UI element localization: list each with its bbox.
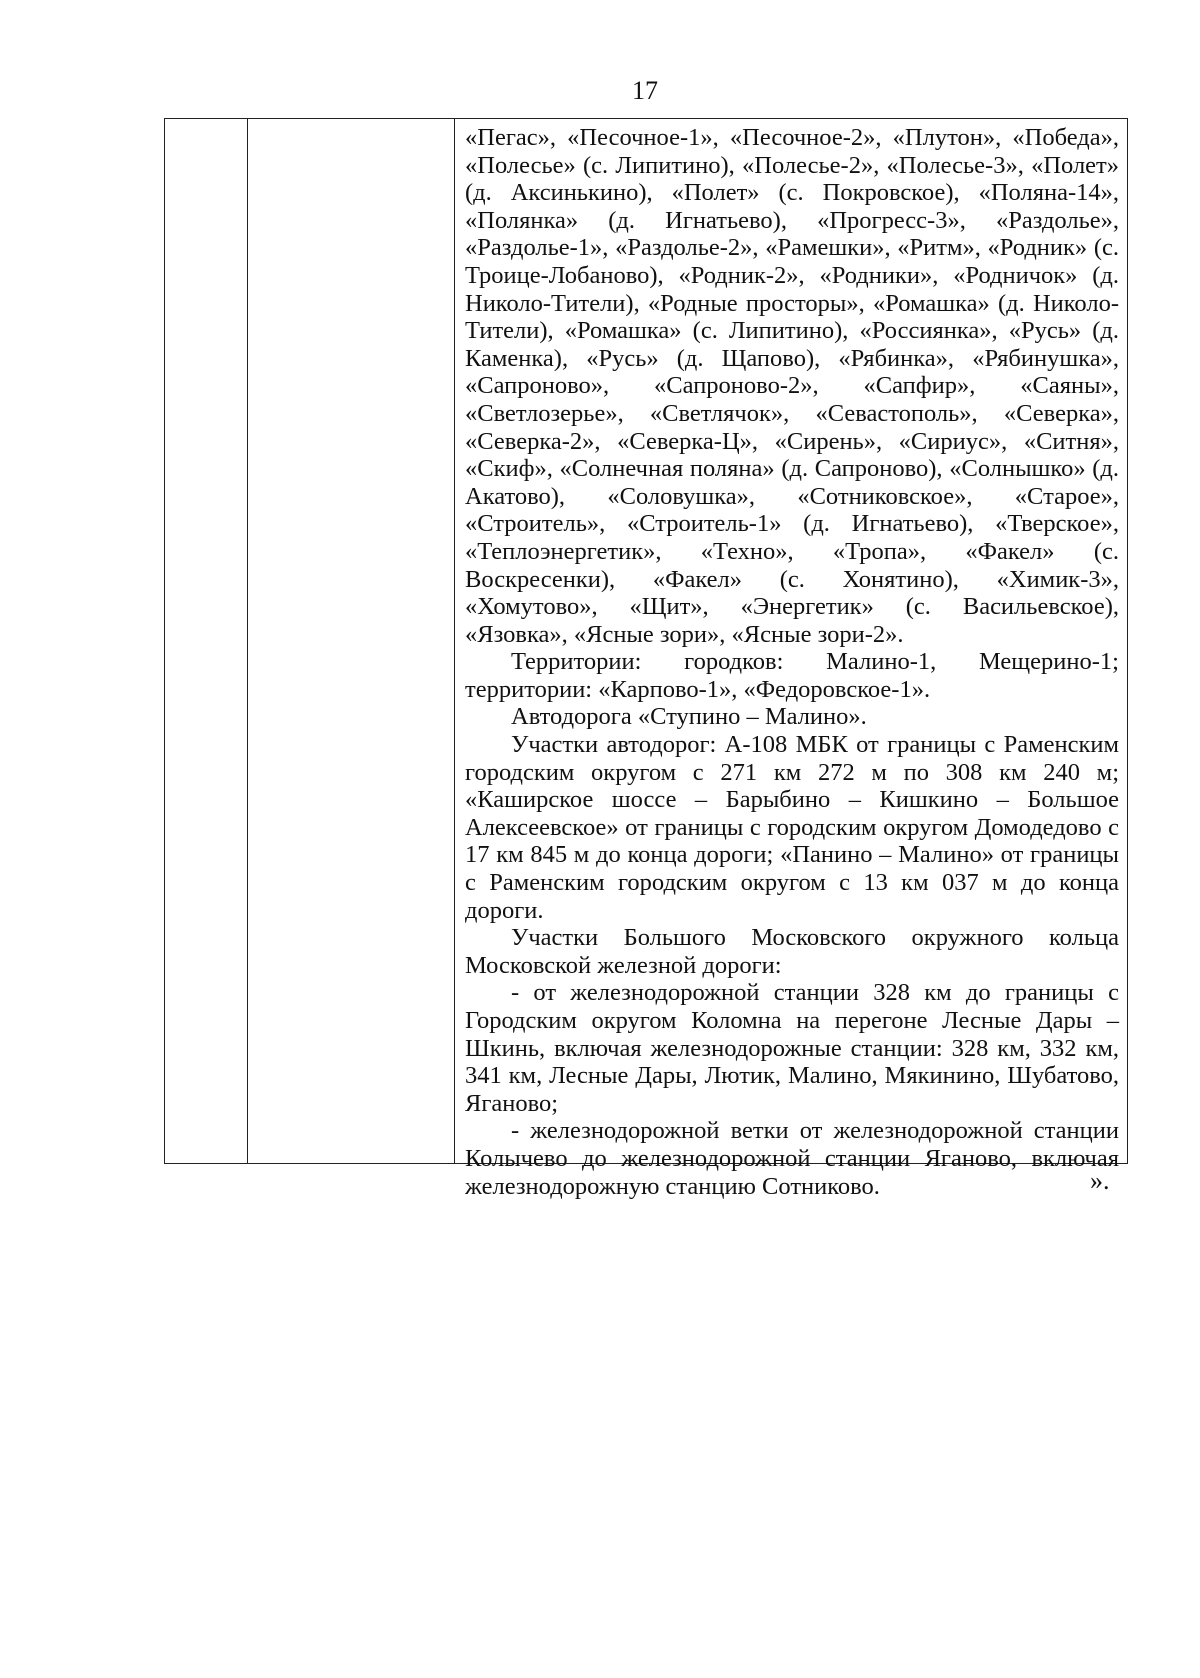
paragraph-objects-list: «Пегас», «Песочное-1», «Песочное-2», «Плутон», «Победа», «Полесье» (с. Липитино), «Полесье-2», «Полесье-3», «Полет» (д. Аксинькино), «Полет» (с. Покровское), «Поляна-14», «Полянка» (д. Игнатьево), «Прогресс-3», «Раздолье», «Раздолье-1», «Раздолье-2», «Рамешки», «Ритм», «Родник» (с. Троице-Лобаново), «Родник-2», «Родники», «Родничок» (д. Николо-Тители), «Родные просторы», «Ромашка» (д. Николо-Тители), «Ромашка» (с. Липитино), «Россиянка», «Русь» (д. Каменка), «Русь» (д. Щапово), «Рябинка», «Рябинушка», «Сапроново», «Сапроново-2», «Сапфир», «Саяны», «Светлозерье», «Светлячок», «Севастополь», «Северка», «Северка-2», «Северка-Ц», «Сирень», «Сириус», «Ситня», «Скиф», «Солнечная поляна» (д. Сапроново), «Солнышко» (д. Акатово), «Соловушка», «Сотниковское», «Старое», «Строитель», «Строитель-1» (д. Игнатьево), «Тверское», «Теплоэнергетик», «Техно», «Тропа», «Факел» (с. Воскресенки), «Факел» (с. Хонятино), «Химик-3», «Хомутово», «Щит», «Энергетик» (с. Васильевское), «Язовка», «Ясные зори», «Ясные зори-2». (465, 124, 1119, 648)
table-column-divider-2 (454, 119, 455, 1163)
document-table (164, 118, 1128, 1200)
paragraph-railway-ring: Участки Большого Московского окружного кольца Московской железной дороги: (465, 924, 1119, 979)
paragraph-railway-segment-2: - железнодорожной ветки от железнодорожной станции Колычево до железнодорожной станции Яганово, включая железнодорожную станцию Сотниково. (465, 1117, 1119, 1200)
paragraph-road-sections: Участки автодорог: А-108 МБК от границы с Раменским городским округом с 271 км 272 м по 308 км 240 м; «Каширское шоссе – Барыбино – Кишкино – Большое Алексеевское» от границы с городским округом Домодедово с 17 км 845 м до конца дороги; «Панино – Малино» от границы с Раменским городским округом с 13 км 037 м до конца дороги. (465, 731, 1119, 924)
table-cell-content (465, 124, 1119, 1200)
closing-quote-mark: ». (1090, 1166, 1110, 1195)
table-column-divider-1 (247, 119, 248, 1163)
paragraph-territories: Территории: городков: Малино-1, Мещерино-1; территории: «Карпово-1», «Федоровское-1». (465, 648, 1119, 703)
paragraph-road: Автодорога «Ступино – Малино». (511, 703, 867, 731)
paragraph-railway-segment-1: - от железнодорожной станции 328 км до границы с Городским округом Коломна на перегоне Лесные Дары – Шкинь, включая железнодорожные станции: 328 км, 332 км, 341 км, Лесные Дары, Лютик, Малино, Мякинино, Шубатово, Яганово; (465, 979, 1119, 1117)
page-number: 17 (632, 76, 658, 105)
